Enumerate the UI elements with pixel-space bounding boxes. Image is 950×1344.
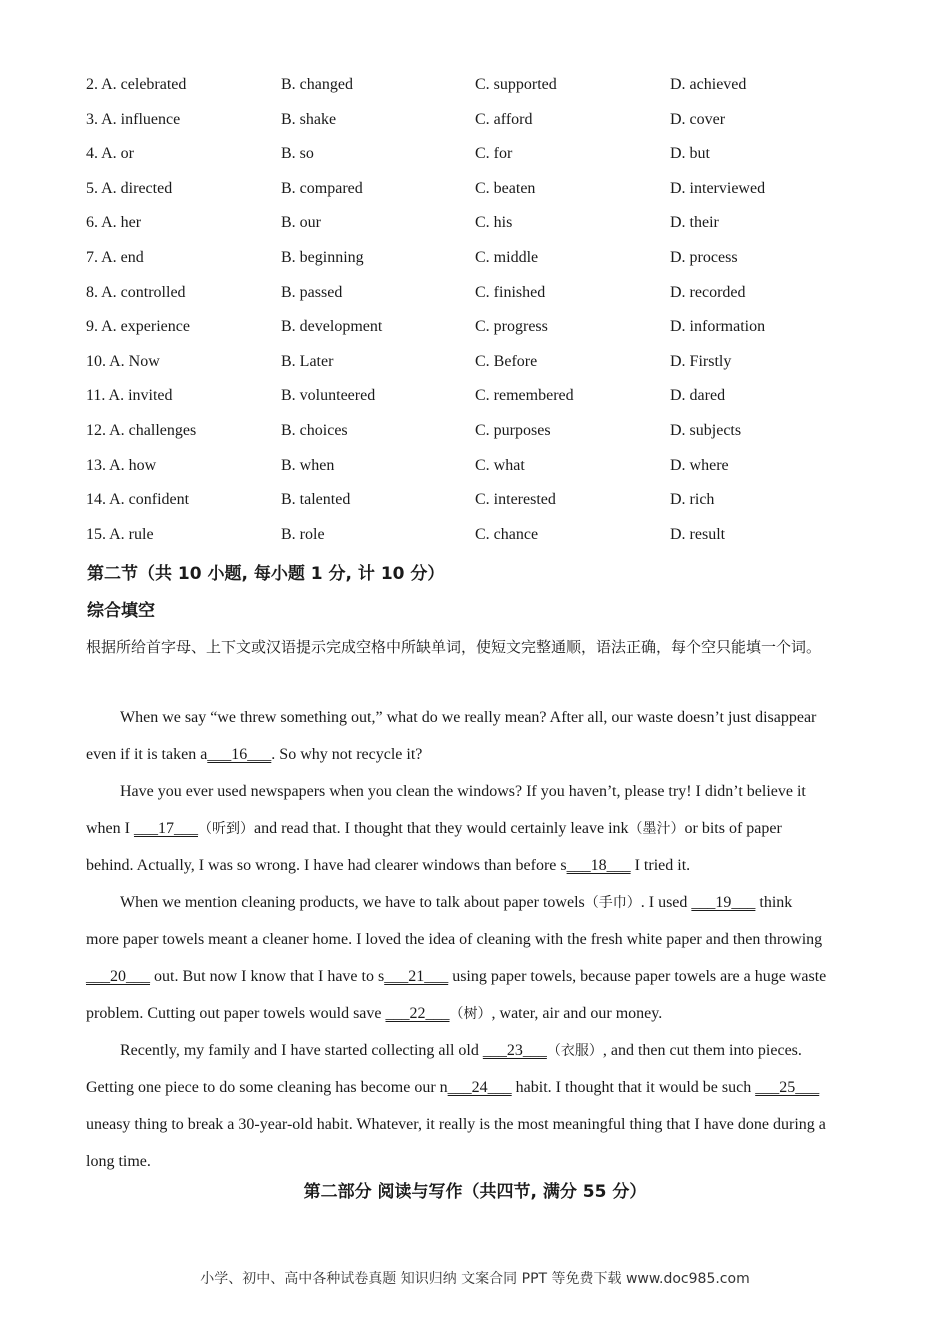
- passage-line: [86, 736, 864, 773]
- part-title: 第二部分 阅读与写作（共四节, 满分 55 分）: [303, 1182, 647, 1202]
- option-c: C. chance: [475, 525, 539, 543]
- option-a: 14. A. confident: [86, 491, 190, 509]
- option-d: D. Firstly: [670, 352, 732, 370]
- passage-line: [86, 958, 864, 995]
- passage-text: even if it is taken a: [86, 746, 208, 763]
- passage-text: more paper towels meant a cleaner home. I loved the idea of cleaning with the fresh white paper and then throwing: [86, 931, 823, 948]
- option-row: [86, 143, 866, 178]
- blank-23: ___23___: [482, 1042, 547, 1059]
- multiple-choice-options: [86, 74, 866, 558]
- option-b: B. passed: [281, 283, 343, 301]
- passage-text: long time.: [86, 1153, 151, 1170]
- option-a: 3. A. influence: [86, 110, 181, 128]
- passage-text: problem. Cutting out paper towels would save: [86, 1005, 386, 1022]
- passage-line: [86, 1069, 864, 1106]
- passage-line: [86, 1143, 864, 1180]
- option-c: C. beaten: [475, 179, 536, 197]
- option-row: [86, 316, 866, 351]
- option-d: D. rich: [670, 491, 715, 509]
- passage-text: When we mention cleaning products, we have to talk about paper towels: [120, 894, 585, 911]
- option-d: D. process: [670, 248, 738, 266]
- passage-text: when I: [86, 820, 134, 837]
- section-subtitle: 综合填空: [87, 601, 155, 621]
- passage-text: Recently, my family and I have started collecting all old: [120, 1042, 483, 1059]
- hint-ink: （墨汁）: [628, 821, 685, 837]
- option-c: C. what: [475, 456, 525, 474]
- page-footer: 小学、初中、高中各种试卷真题 知识归纳 文案合同 PPT 等免费下载 www.doc985.com: [200, 1271, 750, 1287]
- option-c: C. his: [475, 214, 513, 232]
- option-b: B. shake: [281, 110, 337, 128]
- option-c: C. for: [475, 145, 513, 163]
- option-b: B. talented: [281, 491, 351, 509]
- option-c: C. afford: [475, 110, 533, 128]
- passage-text: Getting one piece to do some cleaning has become our n: [86, 1079, 448, 1096]
- option-c: C. interested: [475, 491, 556, 509]
- option-row: [86, 489, 866, 524]
- passage-line: [86, 1106, 864, 1143]
- section-instructions: 根据所给首字母、上下文或汉语提示完成空格中所缺单词，使短文完整通顺，语法正确，每个空只能填一个词。: [86, 638, 822, 656]
- passage-text: When we say “we threw something out,” what do we really mean? After all, our waste doesn’t just disappear: [120, 709, 817, 726]
- passage-text: I tried it.: [630, 857, 691, 874]
- passage-text: uneasy thing to break a 30-year-old habit. Whatever, it really is the most meaningful thing that I have done during a: [86, 1116, 826, 1133]
- option-b: B. volunteered: [281, 387, 376, 405]
- hint-17: （听到）: [197, 821, 254, 837]
- section-title: 第二节（共 10 小题, 每小题 1 分, 计 10 分）: [87, 564, 445, 584]
- option-a: 8. A. controlled: [86, 283, 186, 301]
- passage-text: . I used: [640, 894, 692, 911]
- option-d: D. cover: [670, 110, 726, 128]
- option-b: B. beginning: [281, 248, 364, 266]
- option-a: 15. A. rule: [86, 525, 154, 543]
- option-row: [86, 212, 866, 247]
- passage-text: using paper towels, because paper towels are a huge waste: [448, 968, 827, 985]
- blank-20: ___20___: [86, 968, 150, 985]
- option-row: [86, 420, 866, 455]
- option-c: C. progress: [475, 318, 548, 336]
- option-row: [86, 351, 866, 386]
- option-a: 11. A. invited: [86, 387, 173, 405]
- option-b: B. Later: [281, 352, 334, 370]
- passage-line: [86, 884, 864, 921]
- option-b: B. role: [281, 525, 325, 543]
- passage-line: [86, 810, 864, 847]
- option-a: 12. A. challenges: [86, 421, 197, 439]
- passage-text: . So why not recycle it?: [271, 746, 423, 763]
- option-a: 7. A. end: [86, 248, 144, 266]
- option-b: B. our: [281, 214, 321, 232]
- option-row: [86, 247, 866, 282]
- option-d: D. but: [670, 145, 710, 163]
- passage-text: think: [755, 894, 793, 911]
- option-d: D. subjects: [670, 421, 742, 439]
- option-c: C. middle: [475, 248, 539, 266]
- option-a: 4. A. or: [86, 145, 134, 163]
- option-a: 6. A. her: [86, 214, 142, 232]
- option-row: [86, 282, 866, 317]
- cloze-passage: [86, 699, 864, 1180]
- blank-16: ___16___: [207, 746, 272, 763]
- passage-text: behind. Actually, I was so wrong. I have had clearer windows than before s: [86, 857, 567, 874]
- hint-22: （树）: [449, 1006, 492, 1022]
- option-d: D. their: [670, 214, 719, 232]
- hint-towel: （手巾）: [584, 895, 641, 911]
- option-b: B. compared: [281, 179, 363, 197]
- option-c: C. Before: [475, 352, 538, 370]
- passage-text: out. But now I know that I have to s: [150, 968, 385, 985]
- option-row: [86, 178, 866, 213]
- passage-line: [86, 699, 864, 736]
- option-row: [86, 74, 866, 109]
- passage-line: [86, 847, 864, 884]
- passage-line: [86, 921, 864, 958]
- option-b: B. development: [281, 318, 383, 336]
- option-d: D. interviewed: [670, 179, 766, 197]
- passage-text: or bits of paper: [684, 820, 782, 837]
- blank-22: ___22___: [385, 1005, 450, 1022]
- option-c: C. remembered: [475, 387, 574, 405]
- option-d: D. dared: [670, 387, 726, 405]
- blank-24: ___24___: [447, 1079, 512, 1096]
- option-c: C. purposes: [475, 421, 551, 439]
- passage-line: [86, 995, 864, 1032]
- option-d: D. recorded: [670, 283, 746, 301]
- option-b: B. changed: [281, 76, 353, 93]
- option-c: C. finished: [475, 283, 546, 301]
- blank-25: ___25___: [755, 1079, 820, 1096]
- passage-line: [86, 773, 864, 810]
- option-row: [86, 109, 866, 144]
- passage-text: Have you ever used newspapers when you clean the windows? If you haven’t, please try! I didn’t believe it: [120, 783, 806, 800]
- passage-line: [86, 1032, 864, 1069]
- option-row: [86, 455, 866, 490]
- passage-text: , water, air and our money.: [491, 1005, 663, 1022]
- option-a: 2. A. celebrated: [86, 76, 187, 93]
- blank-17: ___17___: [133, 820, 198, 837]
- passage-text: habit. I thought that it would be such: [511, 1079, 756, 1096]
- passage-text: , and then cut them into pieces.: [602, 1042, 802, 1059]
- option-a: 5. A. directed: [86, 179, 173, 197]
- option-c: C. supported: [475, 76, 557, 93]
- option-b: B. so: [281, 145, 314, 163]
- hint-23: （衣服）: [546, 1043, 603, 1059]
- option-b: B. choices: [281, 421, 348, 439]
- blank-19: ___19___: [691, 894, 756, 911]
- blank-21: ___21___: [384, 968, 449, 985]
- option-row: [86, 385, 866, 420]
- option-d: D. information: [670, 318, 766, 336]
- option-d: D. achieved: [670, 76, 747, 93]
- option-a: 10. A. Now: [86, 352, 160, 370]
- option-a: 9. A. experience: [86, 318, 190, 336]
- option-row: [86, 524, 866, 559]
- option-d: D. result: [670, 525, 726, 543]
- passage-text: and read that. I thought that they would certainly leave ink: [253, 820, 629, 837]
- blank-18: ___18___: [566, 857, 631, 874]
- option-d: D. where: [670, 456, 729, 474]
- option-a: 13. A. how: [86, 456, 157, 474]
- option-b: B. when: [281, 456, 335, 474]
